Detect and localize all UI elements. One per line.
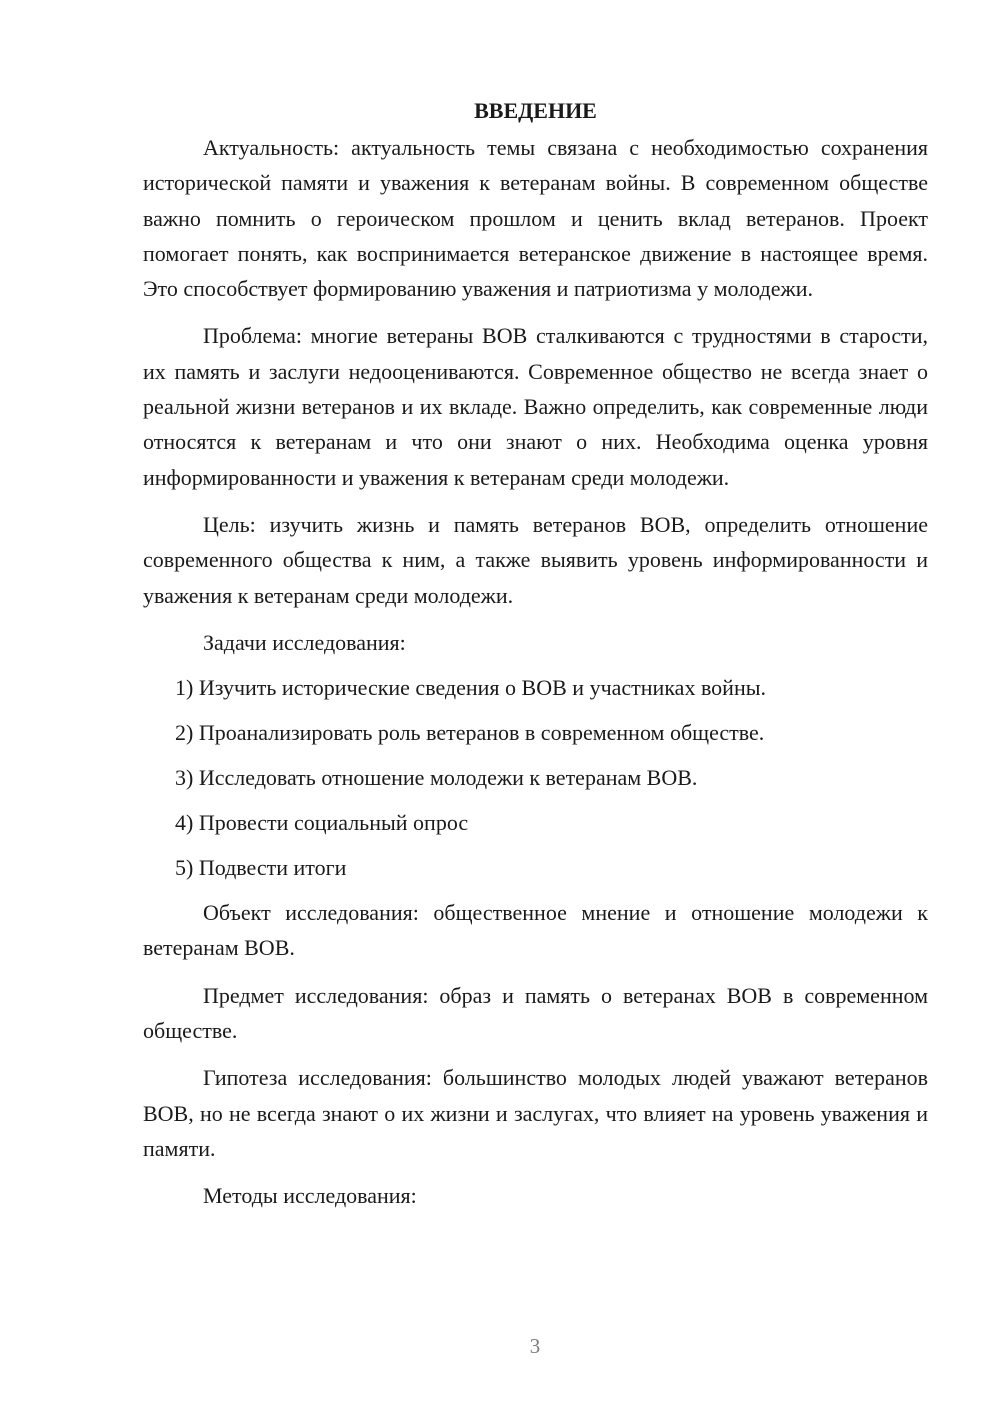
list-item: 4) Провести социальный опрос [175,810,469,836]
paragraph-goal: Цель: изучить жизнь и память ветеранов ВОВ, определить отношение современного общества к ним, а также выявить уровень информированности и уважения к ветеранам среди молодежи. [143,511,928,608]
paragraph-object: Объект исследования: общественное мнение и отношение молодежи к ветеранам ВОВ. [143,900,928,961]
tasks-list [143,670,928,885]
list-item: 2) Проанализировать роль ветеранов в современном обществе. [175,720,765,746]
page-title: ВВЕДЕНИЕ [474,98,597,123]
list-item: 5) Подвести итоги [175,855,347,881]
tasks-heading: Задачи исследования: [203,629,406,655]
document-page [143,96,928,1224]
paragraph-hypothesis: Гипотеза исследования: большинство молодых людей уважают ветеранов ВОВ, но не всегда знают о их жизни и заслугах, что влияет на уровень уважения и памяти. [143,1065,928,1161]
paragraph-relevance: Актуальность: актуальность темы связана с необходимостью сохранения исторической памяти и уважения к ветеранам войны. В современном обществе важно помнить о героическом прошлом и ценить вклад ветеранов. Проект помогает понять, как воспринимается ветеранское движение в настоящее время. Это способствует формированию уважения и патриотизма у молодежи. [143,135,928,302]
methods-heading: Методы исследования: [203,1183,417,1209]
list-item: 3) Исследовать отношение молодежи к ветеранам ВОВ. [175,765,698,791]
list-item: 1) Изучить исторические сведения о ВОВ и участниках войны. [175,675,767,701]
paragraph-problem: Проблема: многие ветераны ВОВ сталкиваются с трудностями в старости, их память и заслуги недооцениваются. Современное общество не всегда знает о реальной жизни ветеранов и их вкладе. Важно определить, как современные люди относятся к ветеранам и что они знают о них. Необходима оценка уровня информированности и уважения к ветеранам среди молодежи. [143,323,928,490]
paragraph-subject: Предмет исследования: образ и память о ветеранах ВОВ в современном обществе. [143,982,928,1044]
page-number: 3 [529,1334,541,1358]
